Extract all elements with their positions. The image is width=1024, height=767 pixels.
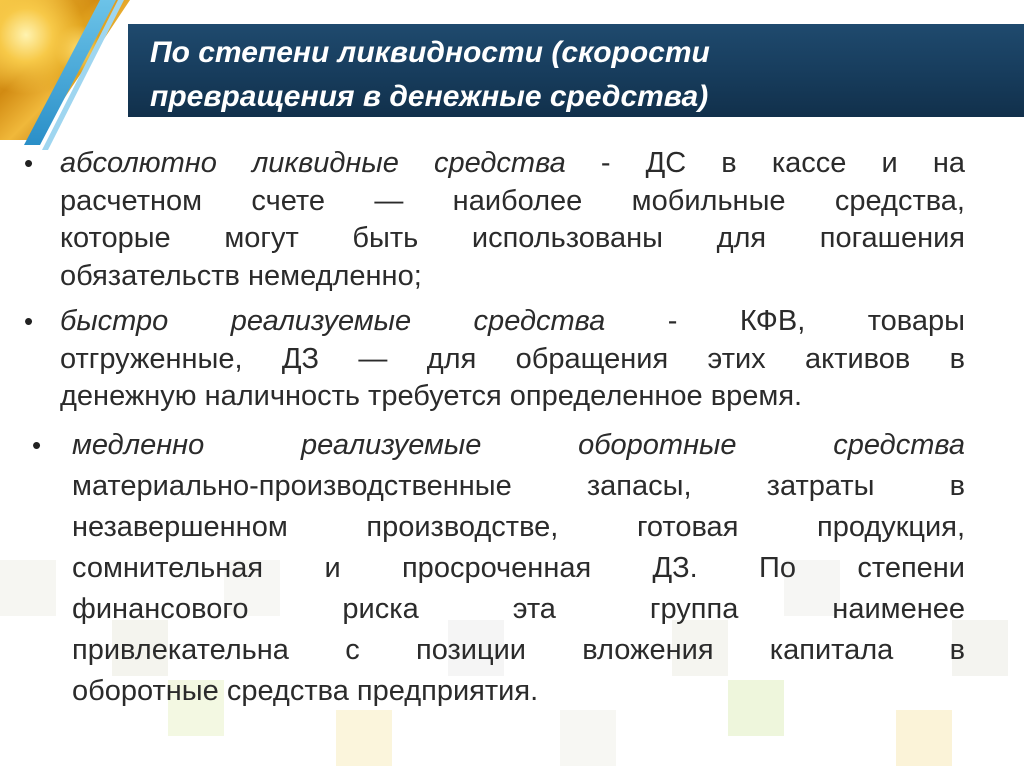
emphasis-term: медленно реализуемые оборотные средства [72, 429, 965, 461]
emphasis-term: абсолютно ликвидные средства [60, 147, 566, 179]
line-text: сомнительная и просроченная ДЗ. По степени [72, 552, 965, 584]
line-text: денежную наличность требуется определенное время. [60, 380, 803, 412]
list-item-line [72, 671, 965, 712]
list-item-line [72, 507, 965, 548]
list-item-line [72, 589, 965, 630]
list-item-line [72, 466, 965, 507]
bullet: • [24, 148, 34, 178]
list-item-line [60, 303, 965, 341]
line-text: финансового риска эта группа наименее [72, 593, 965, 625]
list-item-line [60, 220, 965, 258]
line-text: - ДС в кассе и на [565, 147, 965, 179]
bullet: • [24, 306, 34, 336]
line-text: оборотные средства предприятия. [72, 675, 539, 707]
line-text: которые могут быть использованы для погашения [60, 222, 965, 254]
emphasis-term: быстро реализуемые средства [60, 305, 606, 337]
line-text: материально-производственные запасы, затраты в [72, 470, 965, 502]
list-item-absolute-liquid [24, 145, 965, 295]
list-item-line [60, 183, 965, 221]
line-text: обязательств немедленно; [60, 259, 422, 292]
line-text: привлекательна с позиции вложения капитала в [72, 634, 965, 666]
list-item-line [60, 145, 965, 183]
list-item-line [60, 378, 965, 416]
line-text: незавершенном производстве, готовая продукция, [72, 511, 965, 543]
list-item-line [60, 258, 965, 296]
line-text: расчетном счете — наиболее мобильные средства, [60, 184, 965, 217]
list-item-slow-realizable [32, 425, 965, 712]
list-item-line [72, 548, 965, 589]
bullet: • [32, 430, 42, 460]
line-text: - КФВ, товары [605, 305, 965, 337]
list-item-quick-realizable [24, 303, 965, 416]
slide-title-line-2: превращения в денежные средства) [150, 80, 709, 113]
list-item-line [72, 425, 965, 466]
line-text: отгруженные, ДЗ — для обращения этих активов в [60, 342, 965, 375]
list-item-line [72, 630, 965, 671]
list-item-line [60, 341, 965, 379]
slide-title-line-1: По степени ликвидности (скорости [150, 36, 710, 69]
